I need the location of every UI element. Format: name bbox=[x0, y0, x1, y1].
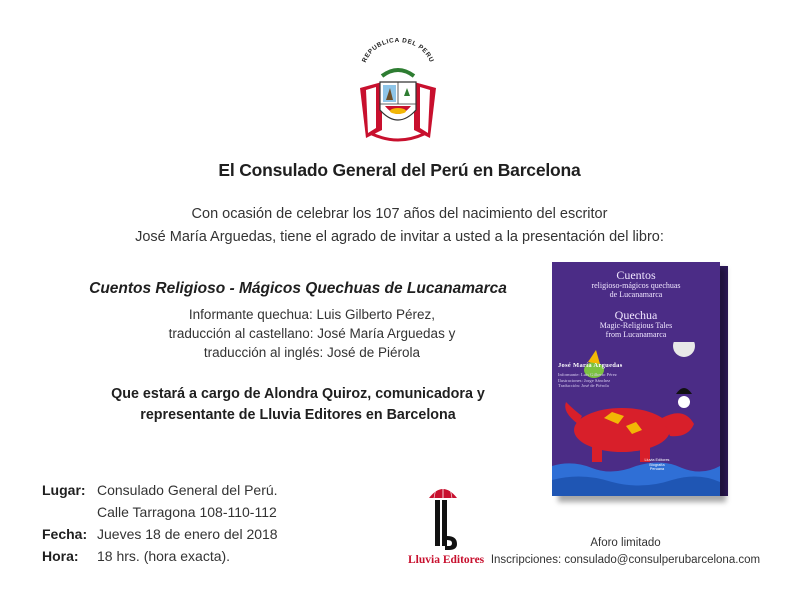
detail-value: 18 hrs. (hora exacta). bbox=[97, 548, 231, 564]
intro-line: Con ocasión de celebrar los 107 años del nacimiento del escritor bbox=[191, 206, 608, 222]
event-details bbox=[42, 479, 278, 567]
book-cover-image bbox=[552, 262, 728, 502]
presenter-line: Que estará a cargo de Alondra Quiroz, comunicadora y bbox=[111, 386, 485, 402]
registration-info bbox=[470, 535, 781, 569]
cover-credits bbox=[558, 372, 617, 389]
cover-title-en-line1: Quechua bbox=[614, 308, 658, 322]
detail-row bbox=[42, 545, 278, 567]
detail-label: Fecha: bbox=[42, 526, 88, 542]
detail-label: Hora: bbox=[42, 548, 79, 564]
cover-title-es-line1: Cuentos bbox=[616, 268, 656, 282]
coat-ribbon-text: REPUBLICA DEL PERU bbox=[360, 38, 436, 64]
publisher-logo bbox=[408, 480, 485, 580]
umbrella-icon bbox=[423, 480, 463, 552]
invitation-intro bbox=[0, 203, 799, 249]
cover-title-en-line2: Magic-Religious Tales bbox=[599, 321, 673, 330]
detail-value: Calle Tarragona 108-110-112 bbox=[97, 504, 277, 520]
book-spine bbox=[720, 266, 728, 496]
detail-label: Lugar: bbox=[42, 482, 86, 498]
peru-coat-of-arms bbox=[352, 38, 444, 146]
book-title: Cuentos Religioso - Mágicos Quechuas de Lucanamarca bbox=[89, 280, 507, 297]
cover-credit-line: Traducción: José de Piérola bbox=[558, 383, 609, 388]
presenter-info bbox=[68, 384, 528, 426]
detail-value: Consulado General del Perú. bbox=[97, 482, 278, 498]
cover-title-es-line2: religioso-mágicos quechuas bbox=[591, 281, 681, 290]
cover-publisher-line: Biografía Peruana bbox=[649, 462, 665, 471]
svg-text:REPUBLICA DEL PERU bbox=[361, 38, 435, 64]
cover-title-en-line3: from Lucanamarca bbox=[605, 330, 667, 339]
cover-publisher bbox=[642, 458, 672, 472]
cover-title-es bbox=[552, 270, 720, 299]
credit-line: Informante quechua: Luis Gilberto Pérez, bbox=[188, 307, 436, 322]
page-title: El Consulado General del Perú en Barcelona bbox=[218, 160, 581, 180]
detail-row bbox=[42, 501, 278, 523]
cover-title-es-line3: de Lucanamarca bbox=[609, 290, 663, 299]
book-credits bbox=[68, 305, 528, 362]
credit-line: traducción al castellano: José María Arguedas y bbox=[168, 326, 456, 341]
detail-row bbox=[42, 479, 278, 501]
capacity-note: Aforo limitado bbox=[590, 537, 661, 549]
cover-credit-line: Ilustraciones: Jorge Sánchez bbox=[558, 377, 611, 383]
cover-credit-line: Informante: Luis Gilberto Pérez bbox=[558, 372, 617, 377]
cover-author: José María Arguedas bbox=[558, 362, 623, 369]
credit-line: traducción al inglés: José de Piérola bbox=[203, 345, 421, 360]
presenter-line: representante de Lluvia Editores en Barcelona bbox=[140, 407, 456, 423]
cover-publisher-line: Lluvia Editores bbox=[644, 458, 670, 462]
detail-row bbox=[42, 523, 278, 545]
cover-title-en bbox=[552, 310, 720, 339]
registration-contact: Inscripciones: consulado@consulperubarcelona.com bbox=[490, 554, 761, 566]
book-cover bbox=[552, 262, 720, 496]
intro-line: José María Arguedas, tiene el agrado de invitar a usted a la presentación del libro: bbox=[135, 229, 664, 245]
detail-value: Jueves 18 de enero del 2018 bbox=[97, 526, 278, 542]
detail-label bbox=[42, 501, 97, 523]
publisher-name: Lluvia Editores bbox=[408, 554, 485, 566]
book-info bbox=[68, 280, 528, 426]
